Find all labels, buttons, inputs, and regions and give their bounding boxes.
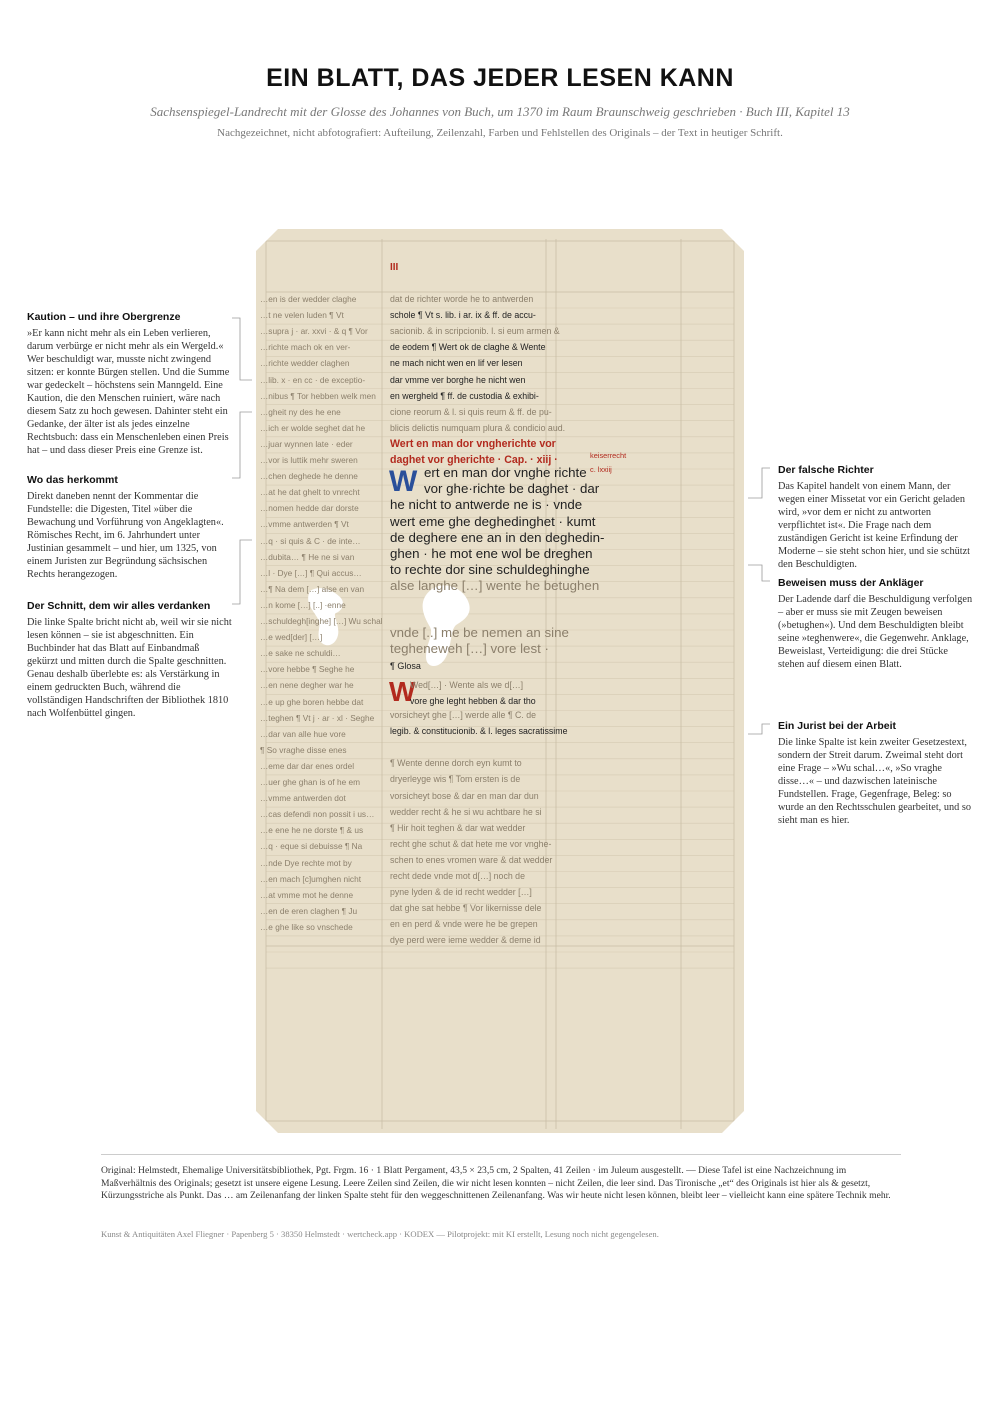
main-text-line: ert en man dor vnghe richte bbox=[424, 465, 587, 480]
glosa-line: recht dede vnde mot d[…] noch de bbox=[390, 871, 525, 881]
glosa-line: vorsicheyt bose & dar en man dar dun bbox=[390, 790, 539, 801]
margin-note-line: c. lxxiij bbox=[590, 465, 612, 474]
leader-line bbox=[232, 412, 252, 478]
right-column-line: schole ¶ Vt s. lib. i ar. ix & ff. de accu- bbox=[390, 310, 536, 321]
left-column-line: …lib. x · en cc · de exceptio- bbox=[260, 374, 366, 385]
left-column-line: …vmme antwerden ¶ Vt bbox=[260, 519, 349, 530]
right-column-line: dat de richter worde he to antwerden bbox=[390, 294, 534, 304]
left-column-line: …en nene degher war he bbox=[260, 680, 354, 691]
left-column-line: …q · eque si debuisse ¶ Na bbox=[260, 841, 363, 852]
left-column-line: …juar wynnen late · eder bbox=[260, 438, 353, 449]
left-column-line: …nde Dye rechte mot by bbox=[260, 857, 352, 868]
footer-credits: Kunst & Antiquitäten Axel Fliegner · Papenberg 5 · 38350 Helmstedt · wertcheck.app · KODEX — Pilotprojekt: mit KI erstellt, Lesung noch nicht gegengelesen. bbox=[101, 1229, 659, 1239]
leader-line bbox=[748, 724, 770, 734]
rubric-heading bbox=[390, 436, 558, 468]
left-column-line: …ich er wolde seghet dat he bbox=[260, 422, 366, 433]
left-column-line: …at he dat ghelt to vnrecht bbox=[260, 487, 360, 498]
left-column-line: …chen deghede he denne bbox=[260, 471, 358, 482]
side-note-title: Der falsche Richter bbox=[778, 464, 874, 476]
glosa-line: schen to enes vromen ware & dat wedder bbox=[390, 854, 553, 865]
footer-divider bbox=[101, 1154, 901, 1155]
initial-w-red: W bbox=[389, 676, 416, 707]
main-text-line: de deghere ene an in den deghedin- bbox=[390, 529, 605, 545]
left-column-line: …en mach [c]umghen nicht bbox=[260, 873, 361, 884]
side-note-body: Direkt daneben nennt der Kommentar die Fundstelle: die Digesten, Titel »über die Bewachung und Vorführung von Angeklagten«. Römisches Recht, im 6. Jahrhundert unter Justinian gesammelt – und hier, um 1325, von einem Juristen zur Begründung sächsischen Rechts herangezogen. bbox=[27, 491, 224, 580]
rubric-line: daghet vor gherichte · Cap. · xiij · bbox=[390, 454, 558, 466]
left-column-line: …e sake ne schuldi… bbox=[260, 648, 341, 659]
glosa-line: en en perd & vnde were he be grepen bbox=[390, 919, 538, 930]
glosa-line: legib. & constitucionib. & l. leges sacratissime bbox=[390, 726, 568, 737]
left-column-line: …l · Dye […] ¶ Qui accus… bbox=[260, 567, 362, 578]
margin-note-line: keiserrecht bbox=[590, 451, 627, 460]
glosa-label: ¶ Glosa bbox=[390, 661, 421, 671]
glosa-line: vorsicheyt ghe […] werde alle ¶ C. de bbox=[390, 710, 537, 720]
left-column-line: …e ghe like so vnschede bbox=[260, 921, 353, 932]
side-note-body: Die linke Spalte bricht nicht ab, weil wir sie nicht lesen können – sie ist abgeschnitten. Ein Buchbinder hat das Blatt auf Einbandmaß gekürzt und mitten durch die Spalte geschnitten. Genau deshalb überlebte es: als Verstärkung in einem gedruckten Buch, während die vollständigen Handschriften der Bibliothek 1810 nach Wolfenbüttel gingen. bbox=[27, 617, 232, 719]
left-column-line: …cas defendi non possit i us… bbox=[260, 809, 375, 820]
right-column-line: sacionib. & in scripcionib. l. si eum armen & bbox=[390, 326, 560, 337]
initial-w-blue: W bbox=[389, 465, 418, 498]
left-column-line: …richte wedder claghen bbox=[260, 358, 350, 369]
left-column-line: …nibus ¶ Tor hebben welk men bbox=[260, 390, 376, 401]
left-column-line: …q · si quis & C · de inte… bbox=[260, 535, 361, 546]
side-note-body: Die linke Spalte ist kein zweiter Gesetzestext, sondern der Streit darum. Zweimal steht dort eine Frage – »Wu schal…«, »So vraghe disse…« – und dazwischen lateinische Fundstellen. Frage, Gegenfrage, Beleg: so wurde an den Rechtsschulen gearbeitet, und so sieht man es hier. bbox=[778, 737, 972, 826]
main-text-line: alse langhe […] wente he betughen bbox=[390, 578, 600, 594]
left-column-line: …nomen hedde dar dorste bbox=[260, 503, 359, 514]
left-column-line: …vmme antwerden dot bbox=[260, 793, 346, 804]
leader-line bbox=[748, 468, 770, 498]
side-note-body: Das Kapitel handelt von einem Mann, der wegen einer Missetat vor ein Gericht geladen wird, »vor dem er nicht zu antworten verpflichtet ist«. Die Frage nach dem zuständigen Gericht ist keine Erfindung der Moderne – sie steht schon hier, und sie schützt den Beschuldigten. bbox=[778, 481, 971, 570]
glosa-line: dryerleyge wis ¶ Tom ersten is de bbox=[390, 774, 521, 785]
glosa-line: wedder recht & he si wu achtbare he si bbox=[390, 806, 542, 817]
main-text-line: he nicht to antwerde ne is · vnde bbox=[390, 497, 583, 513]
left-column-line: …uer ghe ghan is of he em bbox=[260, 777, 361, 787]
side-note-body: »Er kann nicht mehr als ein Leben verlieren, darum verbürge er nicht mehr als ein Wergeld.« Wer beschuldigt war, musste nicht zwingend sitzen: er konnte Bürgen stellen. Und die Summe war gedeckelt – höchstens sein Manngeld. Eine Kaution, die den Menschen ruiniert, wäre nach diesem Satz zu hoch gewesen. Dahinter steht ein Gedanke, der älter ist als jedes einzelne Rechtsbuch: dass ein Menschenleben einen Preis hat – und dass dieser Preis eine Grenze ist. bbox=[27, 328, 230, 456]
left-column-line: …t ne velen luden ¶ Vt bbox=[260, 310, 344, 321]
folio-number: III bbox=[390, 262, 399, 273]
left-column-line: …dubita… ¶ He ne si van bbox=[260, 551, 355, 562]
glosa-line: recht ghe schut & dat hete me vor vnghe- bbox=[390, 838, 552, 849]
left-column-line: …¶ Na dem […] alse en van bbox=[260, 583, 365, 594]
glosa-line: ¶ Hir hoit teghen & dar wat wedder bbox=[390, 822, 526, 833]
left-column-line: ¶ So vraghe disse enes bbox=[260, 744, 347, 755]
side-note-title: Wo das herkommt bbox=[27, 474, 118, 486]
page-corner bbox=[722, 229, 744, 251]
left-column-line: …e ene he ne dorste ¶ & us bbox=[260, 825, 364, 836]
left-column-line: …vor is luttik mehr sweren bbox=[260, 455, 358, 465]
right-column-line: en wergheld ¶ ff. de custodia & exhibi- bbox=[390, 390, 539, 401]
glosa-line: dye perd were ieme wedder & deme id bbox=[390, 935, 541, 946]
footer-text: Original: Helmstedt, Ehemalige Universitätsbibliothek, Pgt. Frgm. 16 · 1 Blatt Pergament, 43,5 × 23,5 cm, 2 Spalten, 41 Zeilen · im Juleum ausgestellt. — Diese Tafel ist eine Nachzeichnung im Maßverhältnis des Originals; gesetzt ist unsere eigene Lesung. Leere Zeilen sind Zeilen, die wir nicht lesen konnten – nicht Zeilen, die leer sind. Das Tironische „et“ des Originals ist hier als & gesetzt, Kürzungsstriche als Punkt. Das … am Zeilenanfang der linken Spalte steht für den weggeschnittenen Zeilenanfang. Was wir heute nicht lesen können, bleibt leer – vielleicht kann eine spätere Technik mehr. bbox=[101, 1165, 891, 1201]
left-column-line: …dar van alle hue vore bbox=[260, 728, 346, 739]
page-title: EIN BLATT, DAS JEDER LESEN KANN bbox=[266, 64, 734, 92]
rubric-line: Wert en man dor vngherichte vor bbox=[390, 438, 556, 450]
left-column-line: …at vmme mot he denne bbox=[260, 889, 354, 900]
leader-line bbox=[232, 540, 252, 604]
page-note: Nachgezeichnet, nicht abfotografiert: Aufteilung, Zeilenzahl, Farben und Fehlstellen des Originals – der Text in heutiger Schrift. bbox=[217, 127, 783, 139]
main-text-line: tegheneweh […] vore lest · bbox=[390, 641, 549, 657]
right-column-line: ne mach nicht wen en lif ver lesen bbox=[390, 358, 523, 369]
page-corner bbox=[256, 1111, 278, 1133]
main-text-line: to rechte dor sine schuldeghinghe bbox=[390, 562, 590, 578]
left-column-line: …supra j · ar. xxvi · & q ¶ Vor bbox=[260, 326, 368, 337]
left-column-line: …n kome […] [..] ·enne bbox=[260, 599, 346, 610]
left-column-line: …vore hebbe ¶ Seghe he bbox=[260, 664, 355, 675]
glosa-line: Wed[…] · Wente als we d[…] bbox=[410, 680, 524, 690]
left-column-line: …schuldegh[inghe] […] Wu schal bbox=[260, 616, 383, 626]
side-note-title: Der Schnitt, dem wir alles verdanken bbox=[27, 600, 211, 612]
right-column-line: blicis delictis numquam plura & condicio aud. bbox=[390, 422, 566, 433]
left-column-line: …richte mach ok en ver- bbox=[260, 342, 351, 353]
left-column-line: …e up ghe boren hebbe dat bbox=[260, 696, 364, 707]
left-column-line: …eme dar dar enes ordel bbox=[260, 760, 355, 771]
side-note-title: Kaution – und ihre Obergrenze bbox=[27, 311, 181, 323]
right-column-line: cione reorum & l. si quis reum & ff. de pu- bbox=[390, 406, 552, 417]
page-corner bbox=[722, 1111, 744, 1133]
main-text-line: vor ghe·richte be daghet · dar bbox=[424, 481, 600, 497]
left-column-line: …gheit ny des he ene bbox=[260, 406, 341, 417]
right-column-line: dar vmme ver borghe he nicht wen bbox=[390, 374, 526, 385]
leader-line bbox=[748, 565, 770, 581]
page-subtitle: Sachsenspiegel-Landrecht mit der Glosse des Johannes von Buch, um 1370 im Raum Braunschweig geschrieben · Buch III, Kapitel 13 bbox=[150, 104, 850, 119]
leader-line bbox=[232, 318, 252, 380]
glosa-line: ¶ Wente denne dorch eyn kumt to bbox=[390, 758, 522, 769]
page-corner bbox=[256, 229, 278, 251]
main-text-line: wert eme ghe deghedinghet · kumt bbox=[390, 513, 596, 529]
side-note-title: Ein Jurist bei der Arbeit bbox=[778, 720, 897, 732]
left-column-line: …en is der wedder claghe bbox=[260, 294, 357, 304]
left-column-line: …teghen ¶ Vt j · ar · xl · Seghe bbox=[260, 712, 375, 723]
side-note-title: Beweisen muss der Ankläger bbox=[778, 577, 924, 589]
main-text-line: ghen · he mot ene wol be dreghen bbox=[390, 546, 593, 561]
left-column-line: …e wed[der] […] bbox=[260, 632, 323, 643]
main-text-line: vnde [..] me be nemen an sine bbox=[390, 625, 569, 640]
glosa-line: vore ghe leght hebben & dar tho bbox=[410, 696, 536, 706]
right-column-line: de eodem ¶ Wert ok de claghe & Wente bbox=[390, 342, 546, 353]
glosa-line: pyne lyden & de id recht wedder […] bbox=[390, 887, 532, 898]
margin-note bbox=[590, 449, 626, 477]
left-column-line: …en de eren claghen ¶ Ju bbox=[260, 905, 358, 916]
side-note-body: Der Ladende darf die Beschuldigung verfolgen – aber er muss sie mit Zeugen beweisen (»betughen«). Und dem Beschuldigten bleibt seine »teghenwere«, die Gegenwehr. Anklage, Beweislast, Verteidigung: die drei Stücke stehen auf diesem einen Blatt. bbox=[778, 594, 973, 670]
glosa-first bbox=[410, 677, 536, 709]
glosa-line: dat ghe sat hebbe ¶ Vor likernisse dele bbox=[390, 903, 542, 914]
